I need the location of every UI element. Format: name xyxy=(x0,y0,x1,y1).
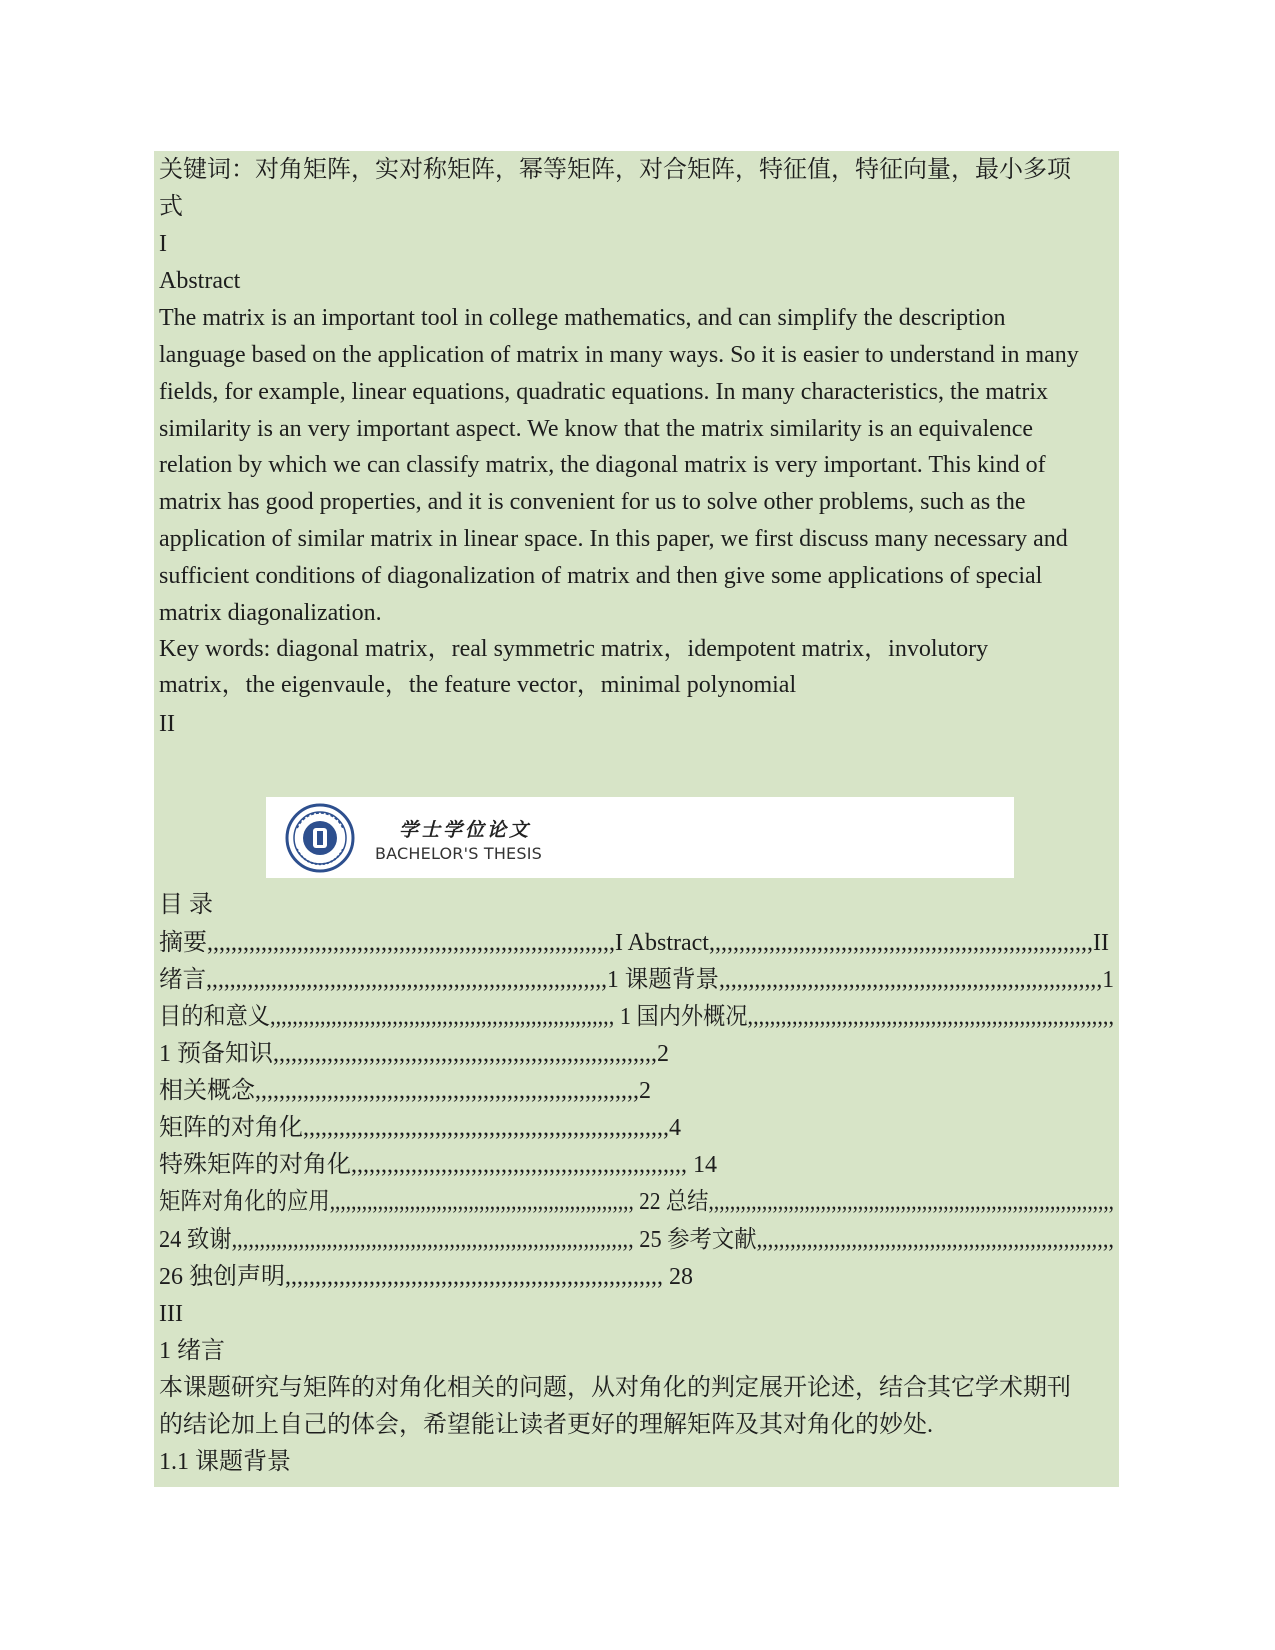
abstract-line-6: matrix has good properties, and it is convenient for us to solve other problems, such as the xyxy=(159,489,1026,515)
page-number-ii: II xyxy=(159,711,175,737)
keywords-en-line-2: matrix，the eigenvaule，the feature vector，minimal polynomial xyxy=(159,672,797,698)
toc-line-7: 特殊矩阵的对角化,,,,,,,,,,,,,,,,,,,,,,,,,,,,,,,,,,,,,,,,,,,,,,,,,,,,,,,, 14 xyxy=(159,1152,717,1178)
abstract-line-9: matrix diagonalization. xyxy=(159,600,382,626)
abstract-line-5: relation by which we can classify matrix, the diagonal matrix is very important. This kind of xyxy=(159,452,1046,478)
toc-line-9: 24 致谢,,,,,,,,,,,,,,,,,,,,,,,,,,,,,,,,,,,,,,,,,,,,,,,,,,,,,,,,,,,,,,,,,,,,,,,, 25 参考文献,,,,,,,,,,,,,,,,,,,,,,,,,,,,,,,,,,,,,,,,,,,,,,,,,,,,,,,,,,,,,,,, xyxy=(159,1227,1114,1253)
abstract-line-1: The matrix is an important tool in college mathematics, and can simplify the description xyxy=(159,305,1006,331)
banner-title-cn: 学士学位论文 xyxy=(399,819,532,841)
intro-paragraph-line-2: 的结论加上自己的体会，希望能让读者更好的理解矩阵及其对角化的妙处. xyxy=(159,1412,933,1438)
page-number-iii: III xyxy=(159,1301,183,1327)
page-number-i: I xyxy=(159,231,167,257)
toc-line-4: 1 预备知识,,,,,,,,,,,,,,,,,,,,,,,,,,,,,,,,,,,,,,,,,,,,,,,,,,,,,,,,,,,,,,,,2 xyxy=(159,1041,669,1067)
keywords-cn-line-2: 式 xyxy=(159,194,183,220)
intro-paragraph-line-1: 本课题研究与矩阵的对角化相关的问题，从对角化的判定展开论述，结合其它学术期刊 xyxy=(159,1375,1071,1401)
abstract-line-7: application of similar matrix in linear space. In this paper, we first discuss many necessary and xyxy=(159,526,1068,552)
banner-title-en: BACHELOR'S THESIS xyxy=(375,844,542,863)
toc-line-1: 摘要,,,,,,,,,,,,,,,,,,,,,,,,,,,,,,,,,,,,,,,,,,,,,,,,,,,,,,,,,,,,,,,,,,,,I Abstract,,,,,,,,,,,,,,,,,,,,,,,,,,,,,,,,,,,,,,,,,,,,,,,,,,,,,,,,,,,,,,,,II xyxy=(159,930,1109,956)
keywords-en-line-1: Key words: diagonal matrix，real symmetric matrix，idempotent matrix，involutory xyxy=(159,636,989,662)
abstract-heading: Abstract xyxy=(159,268,241,294)
toc-line-10: 26 独创声明,,,,,,,,,,,,,,,,,,,,,,,,,,,,,,,,,,,,,,,,,,,,,,,,,,,,,,,,,,,,,,, 28 xyxy=(159,1264,693,1290)
toc-line-3: 目的和意义,,,,,,,,,,,,,,,,,,,,,,,,,,,,,,,,,,,,,,,,,,,,,,,,,,,,,,,,,,,,,, 1 国内外概况,,,,,,,,,,,,,,,,,,,,,,,,,,,,,,,,,,,,,,,,,,,,,,,,,,,,,,,,,,,,,,,,,, xyxy=(159,1004,1114,1030)
abstract-line-8: sufficient conditions of diagonalization of matrix and then give some applications of special xyxy=(159,563,1043,589)
abstract-line-3: fields, for example, linear equations, quadratic equations. In many characteristics, the matrix xyxy=(159,379,1049,405)
toc-line-8: 矩阵对角化的应用,,,,,,,,,,,,,,,,,,,,,,,,,,,,,,,,,,,,,,,,,,,,,,,,,,,,,,,,, 22 总结,,,,,,,,,,,,,,,,,,,,,,,,,,,,,,,,,,,,,,,,,,,,,,,,,,,,,,,,,,,,,,,,,,,,,,,,,,,, xyxy=(159,1189,1114,1215)
toc-heading: 目 录 xyxy=(159,892,213,918)
university-seal-icon xyxy=(284,803,356,873)
keywords-cn-line-1: 关键词：对角矩阵，实对称矩阵，幂等矩阵，对合矩阵，特征值，特征向量，最小多项 xyxy=(159,157,1071,183)
thesis-banner xyxy=(266,797,1014,878)
toc-line-5: 相关概念,,,,,,,,,,,,,,,,,,,,,,,,,,,,,,,,,,,,,,,,,,,,,,,,,,,,,,,,,,,,,,,,2 xyxy=(159,1078,651,1104)
toc-line-2: 绪言,,,,,,,,,,,,,,,,,,,,,,,,,,,,,,,,,,,,,,,,,,,,,,,,,,,,,,,,,,,,,,,,,,,,1 课题背景,,,,,,,,,,,,,,,,,,,,,,,,,,,,,,,,,,,,,,,,,,,,,,,,,,,,,,,,,,,,,,,,,1 xyxy=(159,967,1114,993)
toc-line-6: 矩阵的对角化,,,,,,,,,,,,,,,,,,,,,,,,,,,,,,,,,,,,,,,,,,,,,,,,,,,,,,,,,,,,,4 xyxy=(159,1115,681,1141)
abstract-line-4: similarity is an very important aspect. We know that the matrix similarity is an equivalence xyxy=(159,416,1034,442)
section-heading-background: 1.1 课题背景 xyxy=(159,1449,291,1475)
section-heading-intro: 1 绪言 xyxy=(159,1338,225,1364)
abstract-line-2: language based on the application of matrix in many ways. So it is easier to understand in many xyxy=(159,342,1079,368)
